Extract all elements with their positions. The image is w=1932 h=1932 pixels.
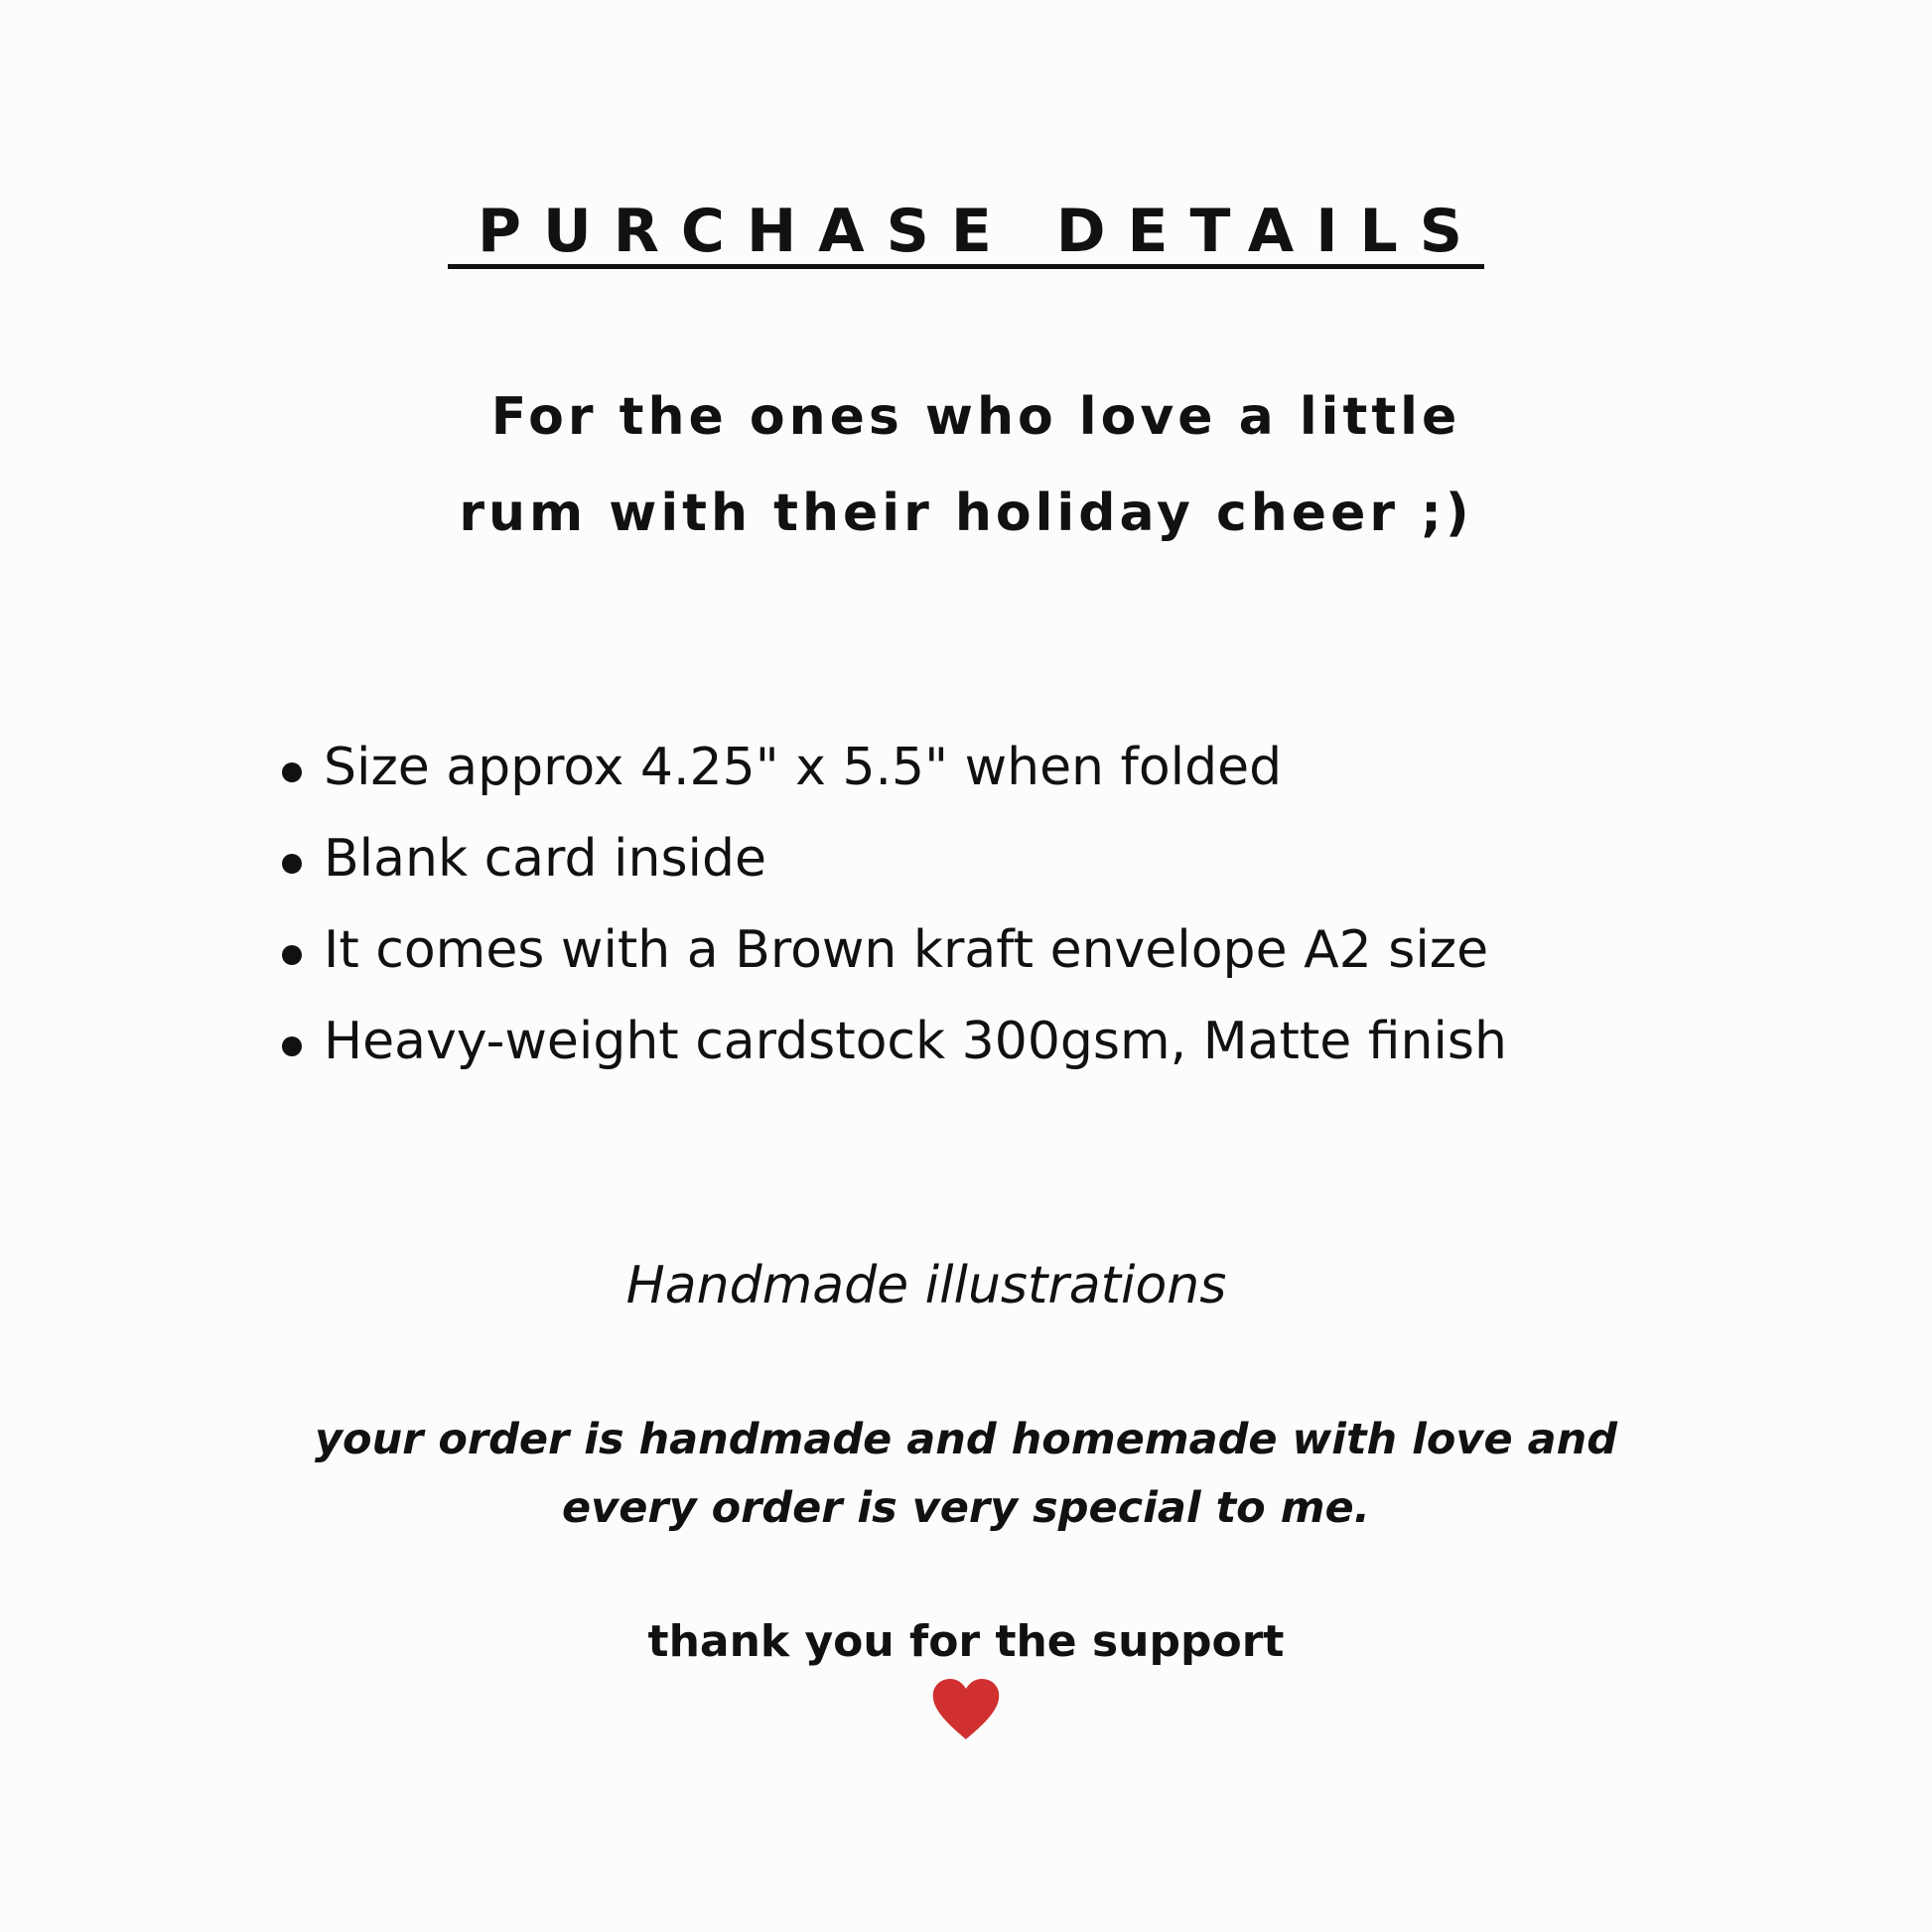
order-note (0, 1406, 1932, 1543)
details-item-size: Size approx 4.25" x 5.5" when folded (278, 722, 1507, 813)
tagline (0, 369, 1932, 562)
order-note-line-2: every order is very special to me. (562, 1483, 1370, 1533)
details-list (278, 722, 1507, 1087)
details-item-envelope: It comes with a Brown kraft envelope A2 size (278, 904, 1507, 996)
page-title (0, 197, 1932, 269)
tagline-line-1: For the ones who love a little (490, 387, 1461, 447)
page-title-text: PURCHASE DETAILS (448, 199, 1484, 269)
heart-icon (931, 1678, 1001, 1741)
handmade-note-text: Handmade illustrations (625, 1256, 1227, 1315)
thanks-text: thank you for the support (647, 1616, 1285, 1667)
details-item-blank: Blank card inside (278, 813, 1507, 904)
order-note-line-1: your order is handmade and homemade with love and (315, 1415, 1617, 1464)
tagline-line-2: rum with their holiday cheer ;) (459, 483, 1473, 543)
details-item-cardstock: Heavy-weight cardstock 300gsm, Matte finish (278, 996, 1507, 1087)
handmade-note (0, 1253, 1932, 1318)
